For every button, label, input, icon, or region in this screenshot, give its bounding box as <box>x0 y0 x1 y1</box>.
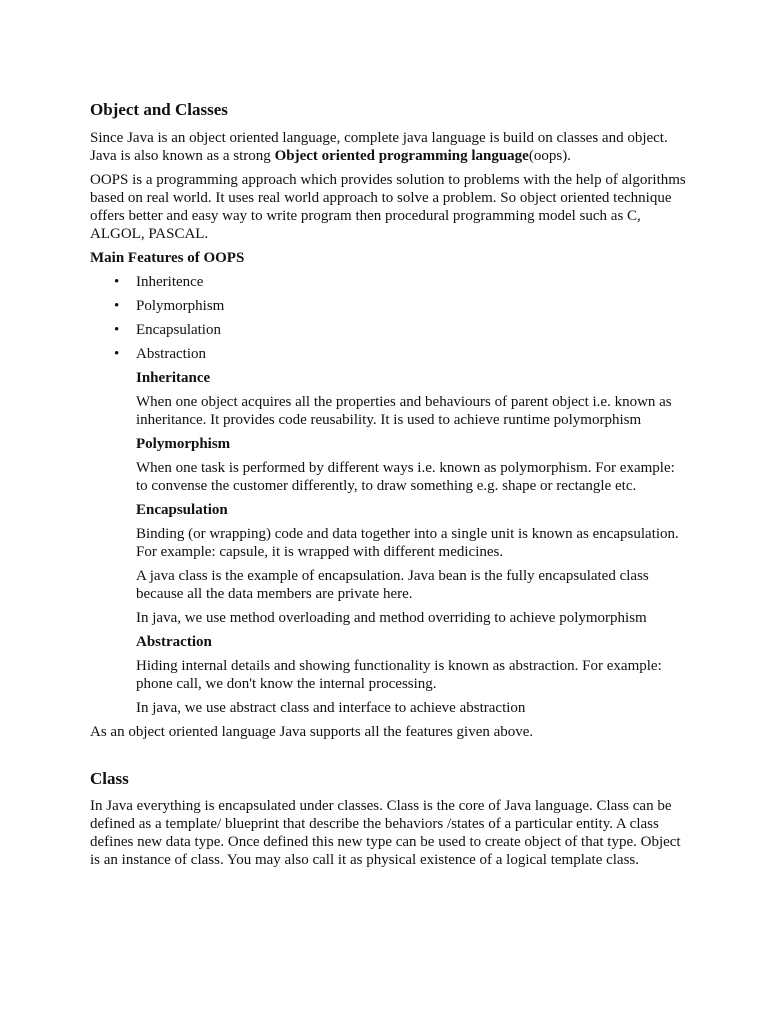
intro-text-end: (oops). <box>528 148 571 164</box>
list-item <box>90 345 690 363</box>
intro-paragraph <box>90 129 690 165</box>
encapsulation-heading: Encapsulation <box>136 502 228 518</box>
inheritance-heading: Inheritance <box>136 370 211 386</box>
encapsulation-text-1: Binding (or wrapping) code and data together into a single unit is known as encapsulation. For example: capsule, it is wrapped with different medicines. <box>136 526 679 560</box>
polymorphism-heading: Polymorphism <box>136 436 231 452</box>
abstraction-heading: Abstraction <box>136 634 212 650</box>
bullet-icon: • <box>114 346 120 362</box>
bullet-icon: • <box>114 322 120 338</box>
closing-paragraph: As an object oriented language Java supports all the features given above. <box>90 724 534 740</box>
class-paragraph: In Java everything is encapsulated under classes. Class is the core of Java language. Class can be defined as a template/ blueprint that describe the behaviors /states of a particular entity. A class defines new data type. Once defined this new type can be used to create object of that type. Object is an instance of class. You may also call it as physical existence of a logical template class. <box>90 798 681 868</box>
intro-text: Since Java is an object oriented language, complete java language is build on classes and object. Java is also known as a strong <box>90 130 668 164</box>
list-item <box>90 297 690 315</box>
oops-paragraph: OOPS is a programming approach which provides solution to problems with the help of algorithms based on real world. It uses real world approach to solve a problem. So object oriented technique offers better and easy way to write program then procedural programming model such as C, ALGOL, PASCAL. <box>90 172 686 242</box>
abstraction-text-2: In java, we use abstract class and interface to achieve abstraction <box>136 700 526 716</box>
feature-label: Abstraction <box>136 346 206 362</box>
list-item <box>90 321 690 339</box>
features-list <box>90 273 690 363</box>
feature-label: Polymorphism <box>136 298 225 314</box>
features-heading: Main Features of OOPS <box>90 250 245 266</box>
encapsulation-text-2: A java class is the example of encapsulation. Java bean is the fully encapsulated class because all the data members are private here. <box>136 568 649 602</box>
section-title-object-and-classes: Object and Classes <box>90 100 228 119</box>
list-item <box>90 273 690 291</box>
feature-label: Encapsulation <box>136 322 221 338</box>
feature-label: Inheritence <box>136 274 204 290</box>
bullet-icon: • <box>114 274 120 290</box>
section-title-class: Class <box>90 769 129 788</box>
intro-bold-term: Object oriented programming language <box>274 148 529 164</box>
document-content <box>90 100 690 875</box>
encapsulation-text-3: In java, we use method overloading and method overriding to achieve polymorphism <box>136 610 647 626</box>
inheritance-text: When one object acquires all the properties and behaviours of parent object i.e. known as inheritance. It provides code reusability. It is used to achieve runtime polymorphism <box>136 394 672 428</box>
abstraction-text-1: Hiding internal details and showing functionality is known as abstraction. For example: phone call, we don't know the internal processing. <box>136 658 662 692</box>
bullet-icon: • <box>114 298 120 314</box>
polymorphism-text: When one task is performed by different ways i.e. known as polymorphism. For example: to convense the customer differently, to draw something e.g. shape or rectangle etc. <box>136 460 675 494</box>
features-detail <box>136 369 690 717</box>
